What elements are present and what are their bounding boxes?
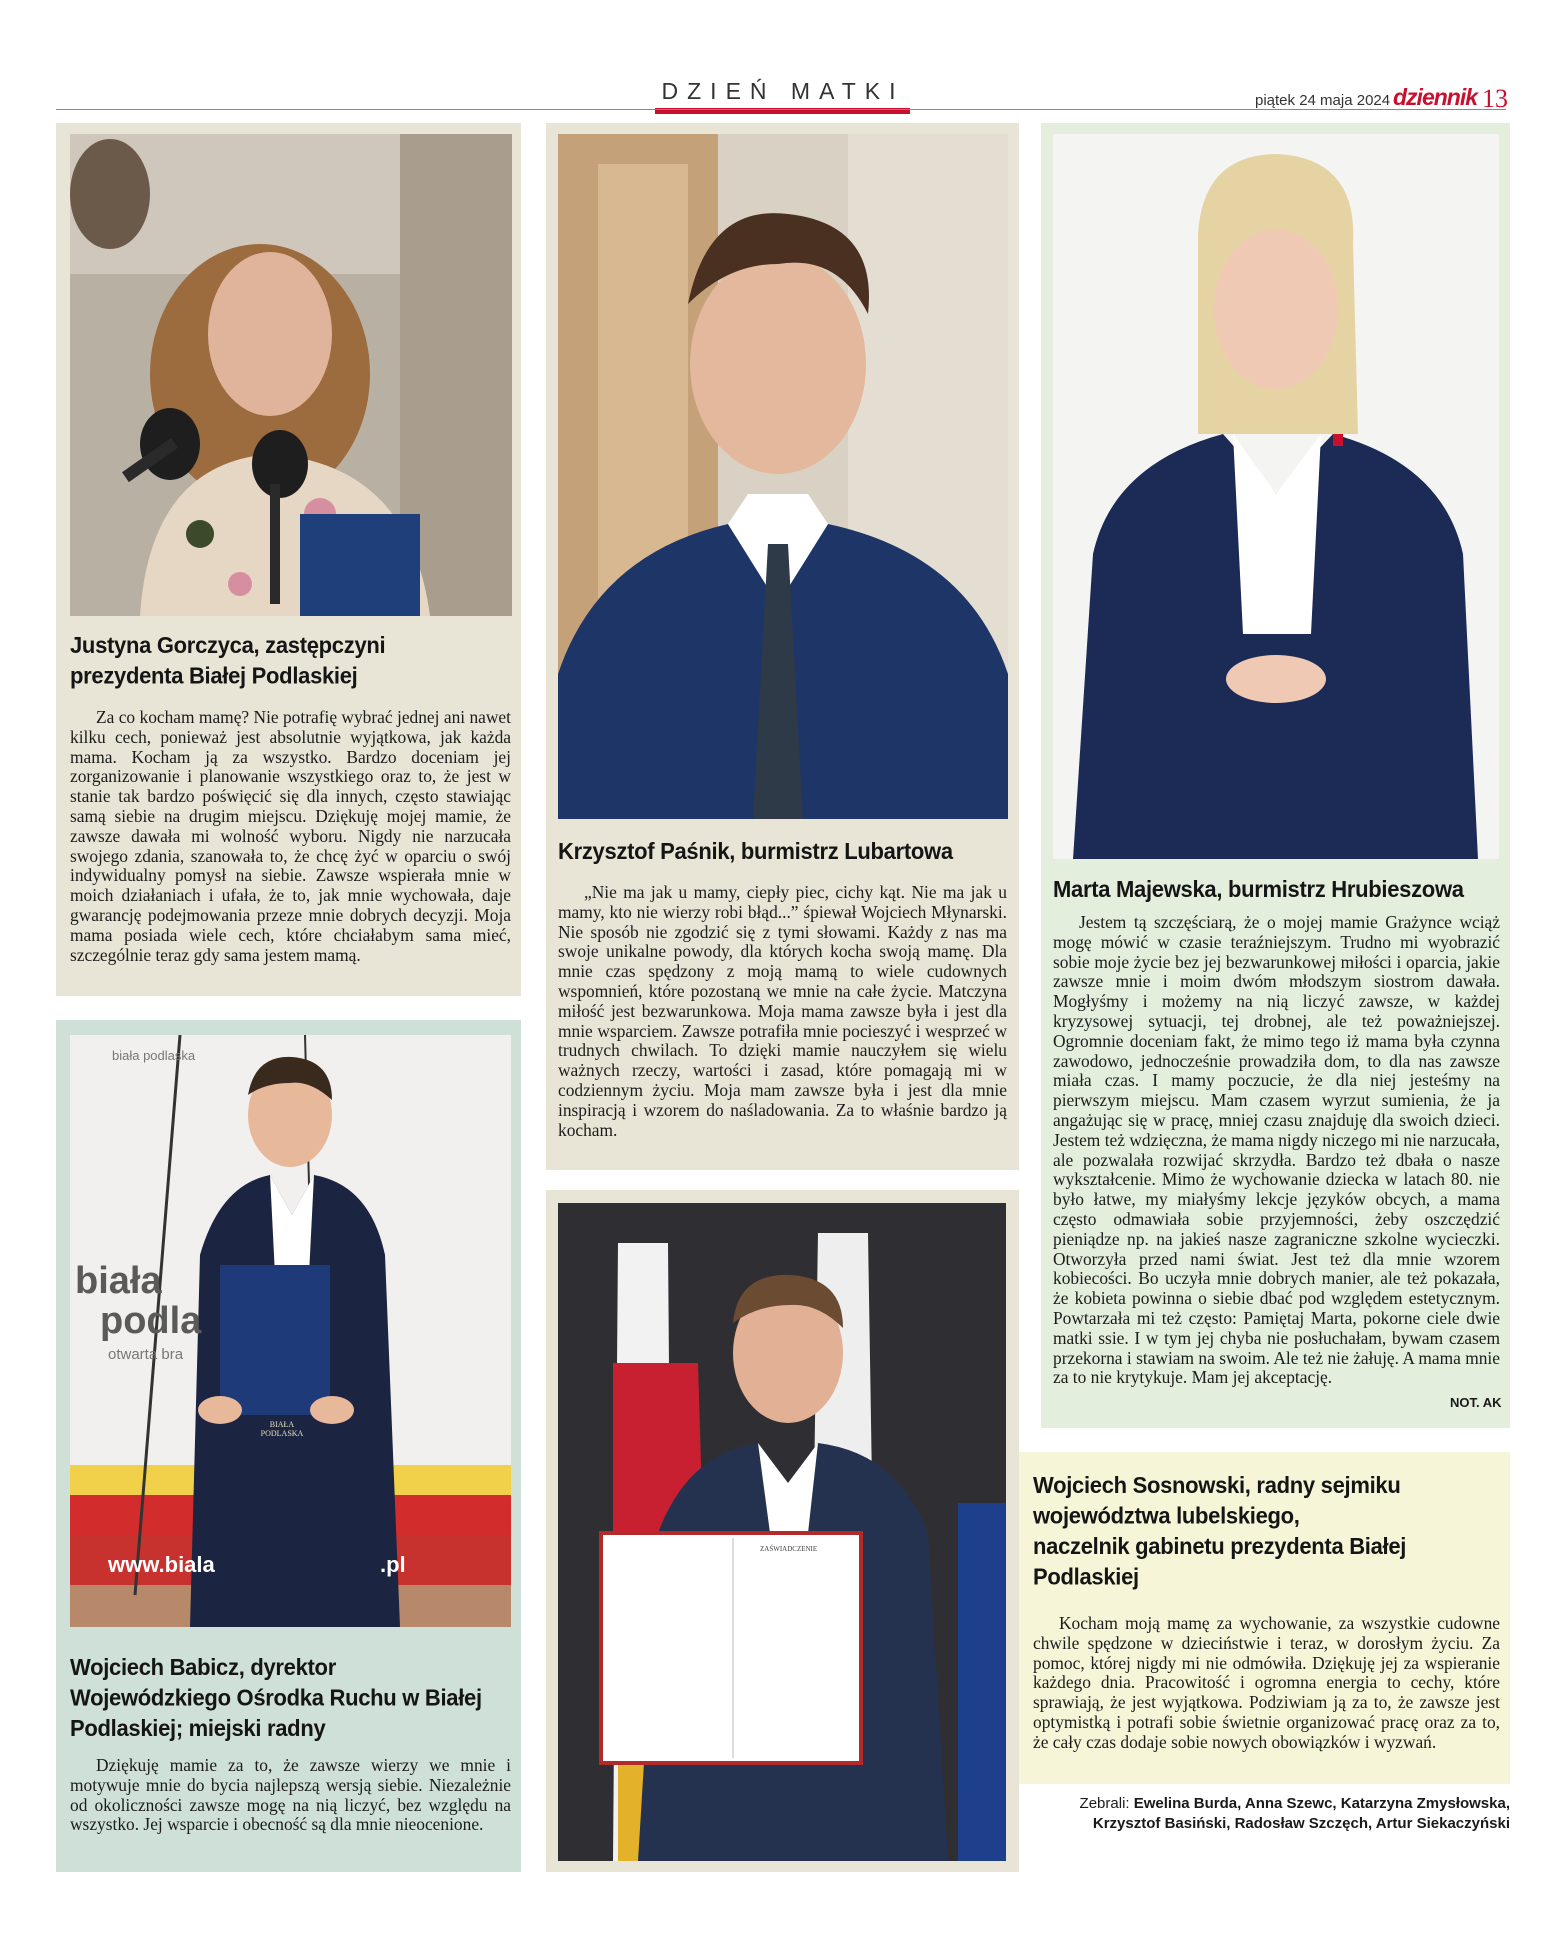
banner-url: www.biala <box>108 1552 215 1577</box>
credits-names-1: Ewelina Burda, Anna Szewc, Katarzyna Zmysłowska, <box>1133 1795 1510 1812</box>
header-divider <box>56 109 1506 110</box>
document-title: ZAŚWIADCZENIE <box>760 1545 818 1553</box>
banner-text-big-1: biała <box>75 1260 162 1302</box>
signature-majewska: NOT. AK <box>1450 1395 1502 1410</box>
banner-text-big-2: podla <box>100 1300 202 1342</box>
photo-majewska <box>1053 134 1499 859</box>
text-pasnik: „Nie ma jak u mamy, ciepły piec, cichy kąt. Nie ma jak u mamy, kto nie wierzy robi błąd...” śpiewał Wojciech Młynarski. Nie sposób nie zgodzić się z tymi słowami. Każdy z nas ma swoje unikalne powody, dla których kocha swoją mamę. Dla mnie czas spędzony z moją mamą to wiele cudownych wspomnień, które pozostaną we mnie na całe życie. Matczyna miłość jest bezwarunkowa. Moja mama zawsze była i jest dla mnie wsparciem. Zawsze potrafiła mnie pocieszyć i wesprzeć w trudnych chwilach. To dzięki mamie nauczyłem się wielu ważnych rzeczy, wartości i zasad, które pomagają mi w codziennym życiu. Moja mam zawsze była i jest dla mnie inspiracją i wzorem do naśladowania. Za to właśnie bardzo ją kocham. <box>558 882 1007 1140</box>
name-pasnik: Krzysztof Paśnik, burmistrz Lubartowa <box>558 838 953 865</box>
text-babicz: Dziękuję mamie za to, że zawsze wierzy we mnie i motywuje mnie do bycia najlepszą wersją siebie. Niezależnie od okoliczności zawsze mogę na nią liczyć, bez względu na wszystko. Jej wsparcie i obecność są dla mnie nieocenione. <box>70 1755 511 1835</box>
photo-sosnowski <box>558 1203 1006 1861</box>
text-sosnowski: Kocham moją mamę za wychowanie, za wszystkie cudowne chwile spędzone w dzieciństwie i teraz, w dorosłym życiu. Za pomoc, której nigdy mi nie odmówiła. Dziękuję jej za wspieranie każdego dnia. Pracowitość i ogromna energia to cechy, które sprawiają, że jest wyjątkowa. Podziwiam ją za to, że zawsze jest optymistką i potrafi sobie świetnie organizować pracę oraz za to, że cały czas dodaje sobie nowych obowiązków i wyzwań. <box>1033 1613 1500 1752</box>
name-gorczyca: Justyna Gorczyca, zastępczyni prezydenta Białej Podlaskiej <box>70 632 386 689</box>
banner-url-end: .pl <box>380 1552 406 1577</box>
credits-line-1 <box>1050 1794 1510 1814</box>
text-majewska: Jestem tą szczęściarą, że o mojej mamie Grażynce wciąż mogę mówić w czasie teraźniejszym. Trudno mi wyobrazić sobie moje życie bez jej bezwarunkowej miłości i oparcia, jakie zawsze mnie i moim dwóm młodszym siostrom dawała. Mogłyśmy i możemy na nią liczyć zawsze, w każdej kryzysowej sytuacji, tej drobnej, ale też poważniejszej. Ogromnie doceniam fakt, że mimo tego iż mama była czynna zawodowo, jednocześnie prowadziła dom, to dla nas zawsze miała czas. I mamy poczucie, że dla niej jesteśmy na pierwszym miejscu. Mam czasem wyrzut sumienia, że ja angażując się w pracę, mniej czasu znajduję dla swoich dzieci. Jestem też wdzięczna, że mama nigdy niczego mi nie narzucała, ale pozwalała rozwijać skrzydła. Bardzo też dbała o nasze wykształcenie. Mimo że wychowanie dziecka w latach 80. nie było łatwe, my miałyśmy lekcje języków obcych, a mama często odmawiała sobie przyjemności, żeby oszczędzić pieniądze np. na jakieś nasze zagraniczne szkolne wycieczki. Otworzyła przed nami świat. Jest też dla mnie wzorem kobiecości. Bo uczyła mnie dobrych manier, ale też pokazała, że kobieta powinna o siebie dbać pod względem estetycznym. Powtarzała mi też często: Pamiętaj Marta, pokorne ciele dwie matki ssie. I w tym jej chyba nie posłuchałam, bywam czasem przekorna i stawiam na swoim. Ale też nie żałuję. A mama mnie za to nie krytykuje. Mam jej akceptację. <box>1053 912 1500 1388</box>
credits <box>1050 1794 1510 1834</box>
credits-label: Zebrali: <box>1079 1795 1130 1812</box>
name-majewska: Marta Majewska, burmistrz Hrubieszowa <box>1053 876 1464 903</box>
photo-gorczyca <box>70 134 512 616</box>
newspaper-logo: dziennik <box>1393 84 1478 110</box>
page-number: 13 <box>1482 84 1508 113</box>
name-babicz: Wojciech Babicz, dyrektor Wojewódzkiego Ośrodka Ruchu w Białej Podlaskiej; miejski radny <box>70 1654 482 1742</box>
section-title: DZIEŃ MATKI <box>661 78 905 104</box>
credits-line-2 <box>1050 1814 1510 1834</box>
name-sosnowski-line-4: Podlaskiej <box>1033 1563 1139 1590</box>
name-sosnowski-line-3: naczelnik gabinetu prezydenta Białej <box>1033 1533 1407 1560</box>
text-gorczyca: Za co kocham mamę? Nie potrafię wybrać jednej ani nawet kilku cech, ponieważ jest absolutnie wyjątkowa, jak każda mama. Kocham ją za wszystko. Bardzo doceniam jej zorganizowanie i planowanie wszystkiego oraz to, że jest w stanie tak bardzo poświęcić się dla innych, często stawiając samą siebie na drugim miejscu. Dziękuję mojej mamie, że zawsze dawała mi wolność wyboru. Nigdy nie narzucała swojego zdania, szanowała to, że chcę żyć w oparciu o swój indywidualny pomysł na siebie. Zawsze wspierała mnie w moich działaniach i ufała, że to, jak mnie wychowała, daje gwarancję podejmowania przeze mnie dobrych decyzji. Moja mama posiada wiele cech, które chciałabym sama mieć, szczególnie teraz gdy sama jestem mamą. <box>70 707 511 965</box>
name-sosnowski-line-2: województwa lubelskiego, <box>1033 1502 1300 1529</box>
name-sosnowski <box>1033 1470 1493 1592</box>
banner-text-sub: otwarta bra <box>108 1346 184 1363</box>
folder-label: BIAŁA PODLASKA <box>260 1420 304 1438</box>
issue-date: piątek 24 maja 2024 <box>1255 92 1391 109</box>
name-sosnowski-line-1: Wojciech Sosnowski, radny sejmiku <box>1033 1472 1401 1499</box>
banner-text-top: biała podlaska <box>112 1048 196 1063</box>
credits-names-2: Krzysztof Basiński, Radosław Szczęch, Artur Siekaczyński <box>1092 1815 1510 1832</box>
photo-pasnik <box>558 134 1008 819</box>
